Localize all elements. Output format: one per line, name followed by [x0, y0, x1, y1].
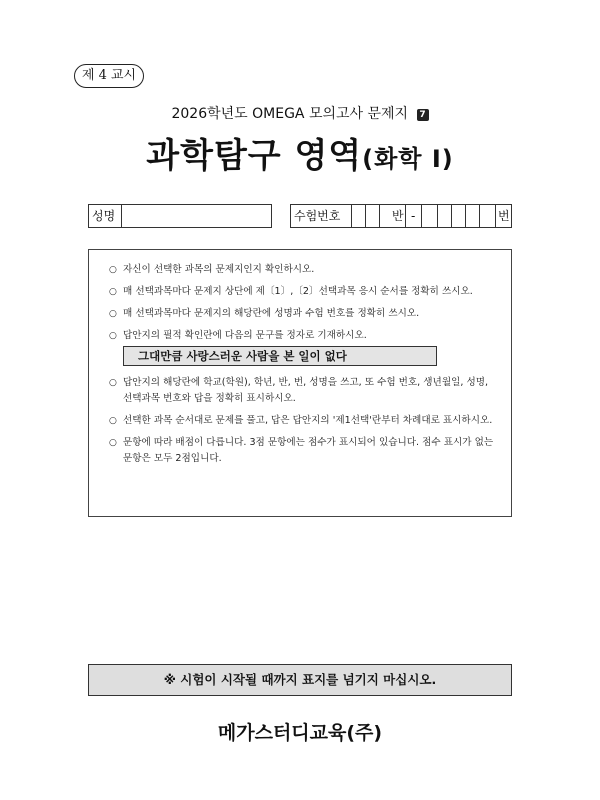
- instructions-box: [88, 249, 512, 517]
- exam-title-line: [0, 103, 600, 123]
- subject-title: [0, 128, 600, 177]
- digit-cell: [405, 205, 406, 227]
- digit-cell: [465, 205, 466, 227]
- instruction-item: ○ 답안지의 필적 확인란에 다음의 문구를 정자로 기재하시오.: [109, 328, 499, 344]
- dash-separator: -: [411, 209, 416, 223]
- instruction-item: ○ 매 선택과목마다 문제지 상단에 제〔1〕,〔2〕선택과목 응시 순서를 정확히 쓰시오.: [109, 284, 499, 300]
- digit-cell: [421, 205, 422, 227]
- instruction-item: ○ 문항에 따라 배점이 다릅니다. 3점 문항에는 점수가 표시되어 있습니다. 점수 표시가 없는 문항은 모두 2점입니다.: [109, 435, 499, 467]
- digit-cell: [495, 205, 496, 227]
- instruction-item: ○ 선택한 과목 순서대로 문제를 풀고, 답은 답안지의 '제1선택'란부터 차례대로 표시하시오.: [109, 413, 499, 429]
- instruction-item: ○ 매 선택과목마다 문제지의 해당란에 성명과 수험 번호를 정확히 쓰시오.: [109, 306, 499, 322]
- digit-cell: [365, 205, 366, 227]
- digit-cell: [479, 205, 480, 227]
- exam-number-label: 수험번호: [294, 209, 341, 223]
- exam-number-field[interactable]: [290, 204, 512, 228]
- do-not-turn-warning: ※ 시험이 시작될 때까지 표지를 넘기지 마십시오.: [88, 664, 512, 696]
- instruction-item: ○ 자신이 선택한 과목의 문제지인지 확인하시오.: [109, 262, 499, 278]
- name-label: 성명: [89, 205, 122, 227]
- digit-cell: [437, 205, 438, 227]
- subject-subtitle: (화학 I): [362, 145, 454, 173]
- exam-title: 2026학년도 OMEGA 모의고사 문제지: [171, 106, 409, 122]
- digit-cell: [351, 205, 352, 227]
- candidate-info-row: [88, 204, 512, 228]
- subject-main-title: 과학탐구 영역: [146, 136, 363, 176]
- instruction-item: ○ 답안지의 해당란에 학교(학원), 학년, 반, 번, 성명을 쓰고, 또 수험 번호, 생년월일, 성명, 선택과목 번호와 답을 정확히 표시하시오.: [109, 375, 499, 407]
- handwriting-phrase: 그대만큼 사랑스러운 사람을 본 일이 없다: [123, 346, 437, 366]
- publisher-name: 메가스터디교육(주): [217, 722, 383, 744]
- instructions-list: [89, 250, 511, 344]
- name-field[interactable]: [88, 204, 272, 228]
- digit-cell: [451, 205, 452, 227]
- instructions-list-continued: [89, 375, 511, 467]
- period-badge: 제 4 교시: [74, 64, 144, 88]
- digit-cell: [379, 205, 380, 227]
- number-label: 번: [498, 209, 510, 223]
- page-number-badge: 7: [417, 109, 429, 121]
- class-label: 반: [392, 209, 404, 223]
